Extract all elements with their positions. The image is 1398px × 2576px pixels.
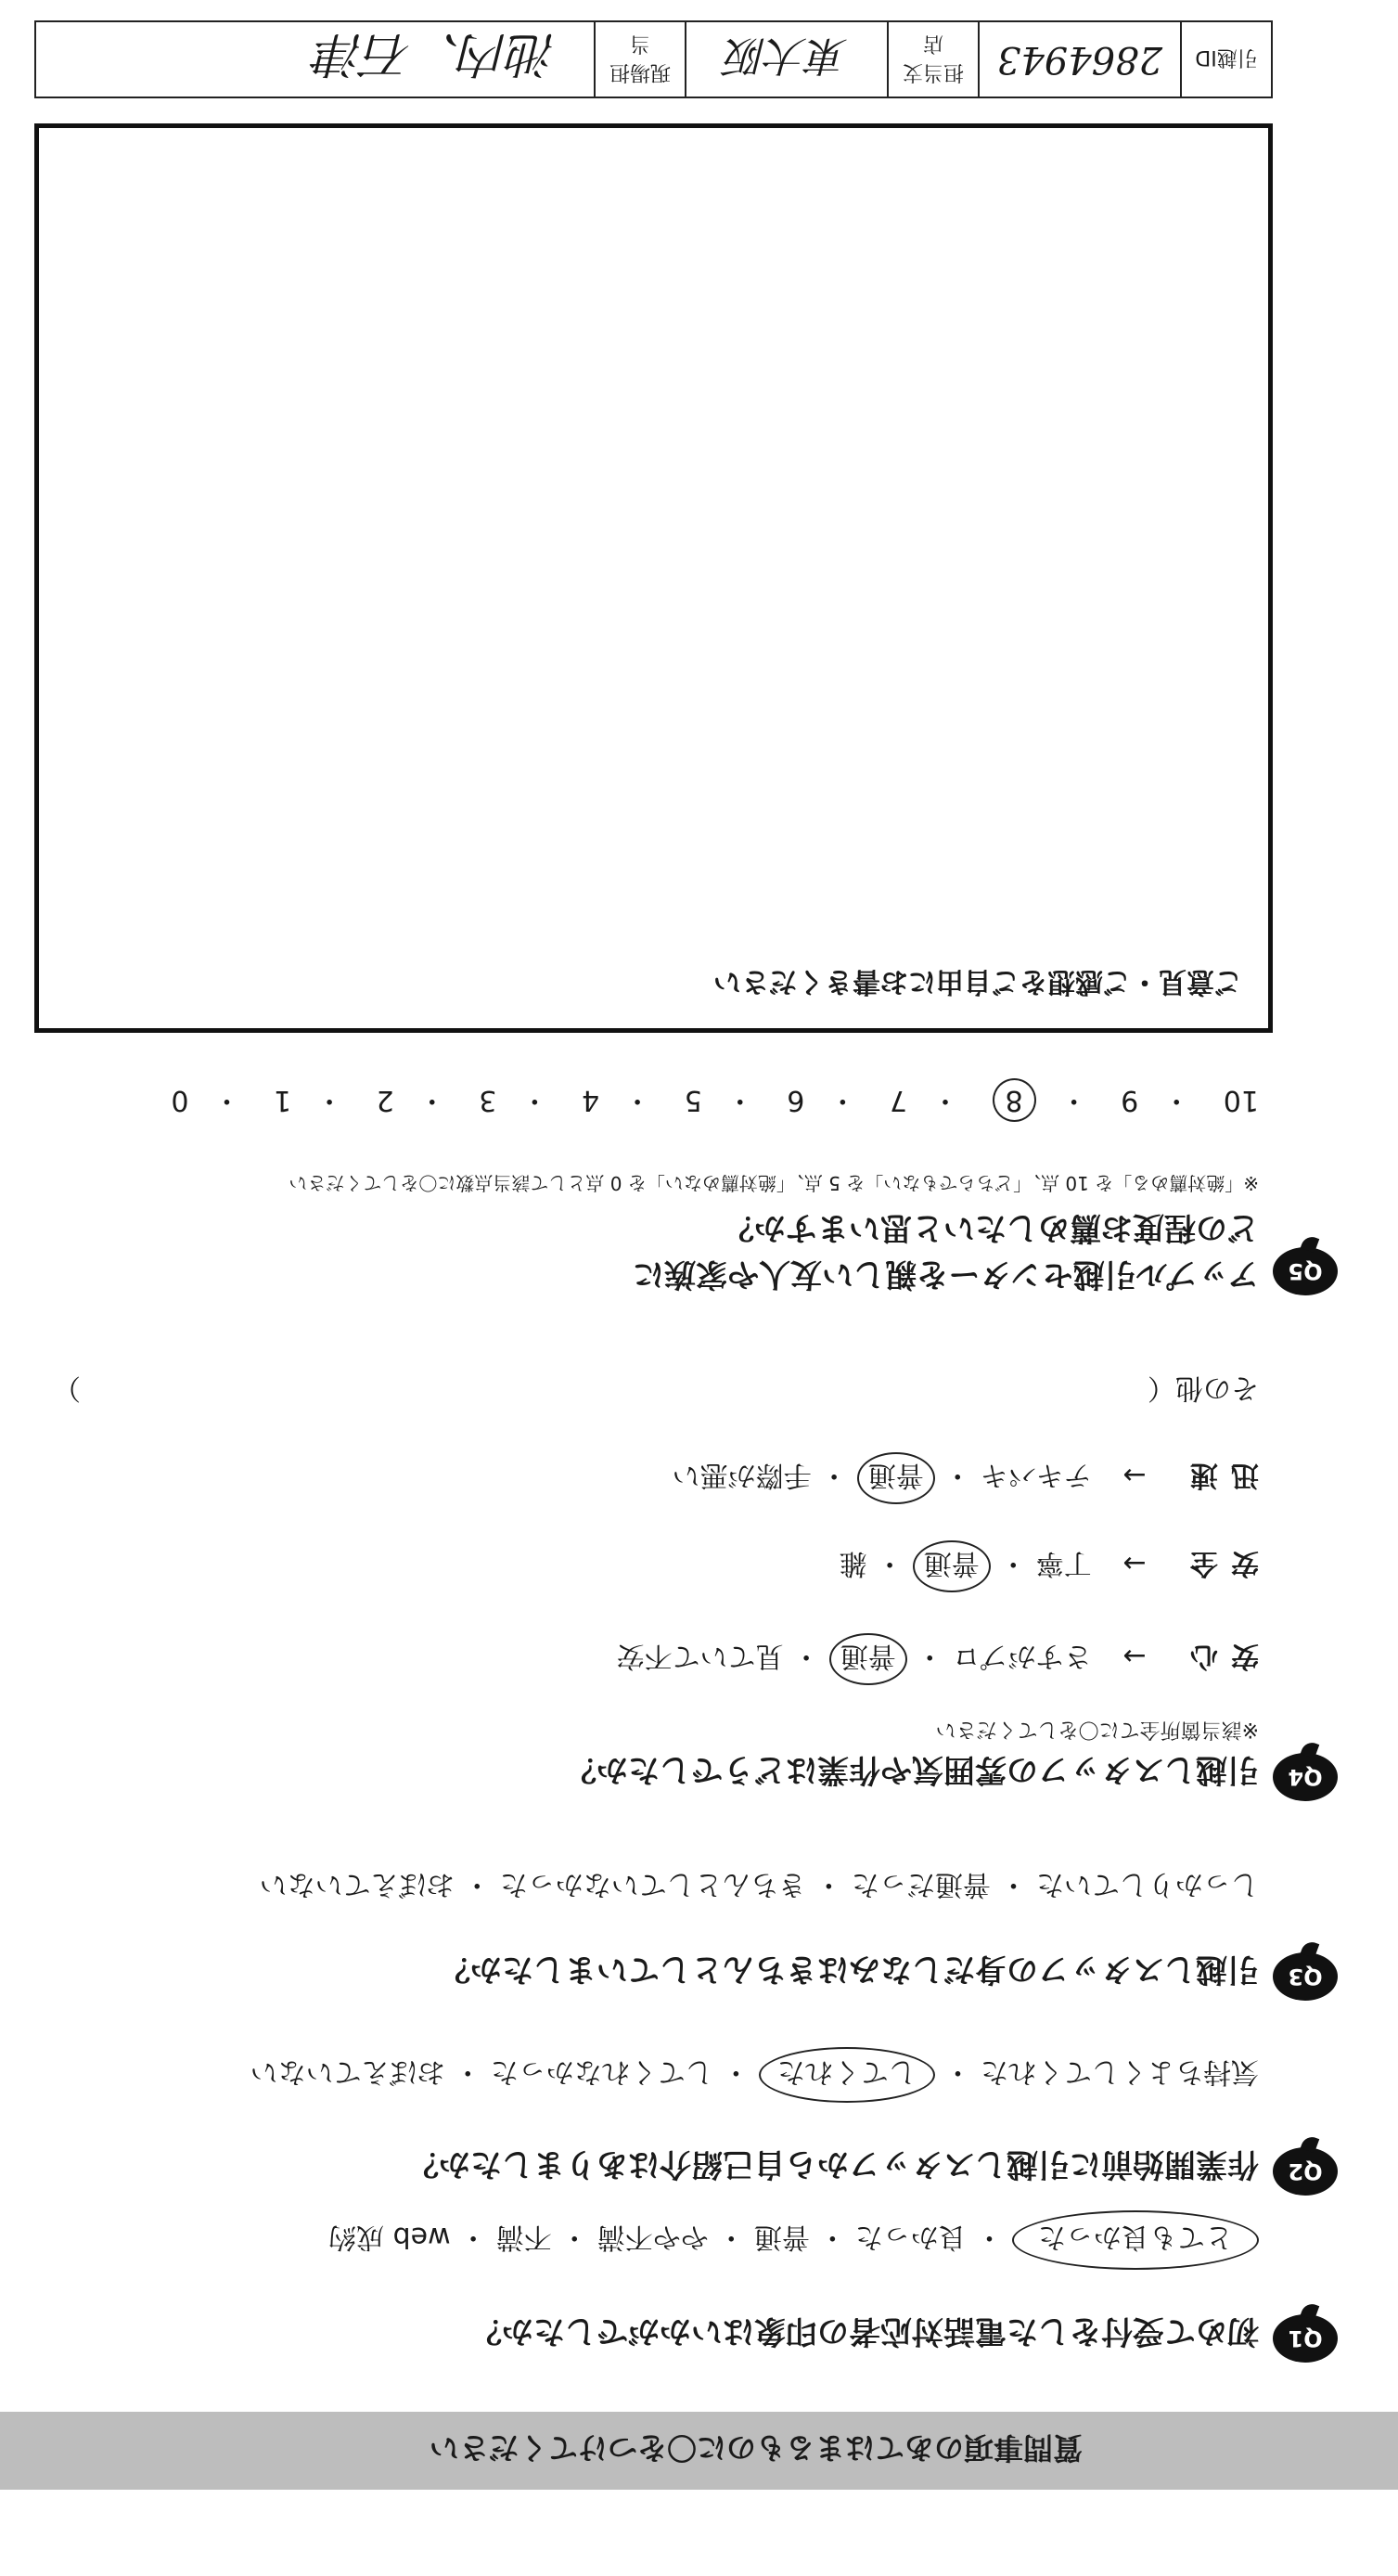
arrow-icon: → [1122, 1459, 1147, 1491]
score-1[interactable]: 1 [274, 1084, 292, 1116]
q1-text: 初めて受付をした電話対応者の印象はいかがでしたか？ [470, 2312, 1259, 2350]
score-7[interactable]: 7 [889, 1084, 907, 1116]
branch-label: 担当支店 [888, 21, 979, 97]
q4-row-3-option-2[interactable]: 普通 [857, 1452, 935, 1504]
q3-options: しっかりしていた ・ 普通だった ・ きちんとしていなかった ・ おぼえていない [259, 1868, 1259, 1900]
q4-row-2-option-1[interactable]: 丁寧 [1035, 1547, 1092, 1579]
q5-badge: Q5 [1273, 1247, 1338, 1295]
q2-text: 作業開始前に引越しスタッフから自己紹介はありましたか？ [407, 2145, 1259, 2183]
q1-option-4[interactable]: やや不満 [596, 2221, 709, 2253]
q1-option-5[interactable]: 不満 [495, 2221, 552, 2253]
score-2[interactable]: 2 [376, 1084, 394, 1116]
q4-other-close: ） [53, 1372, 81, 1404]
q4-text: 引越しスタッフの雰囲気や作業はどうでしたか？ [565, 1751, 1259, 1788]
q1-option-2[interactable]: 良かった [854, 2221, 967, 2253]
q2-option-1[interactable]: 気持ちよくしてくれた [981, 2055, 1259, 2088]
score-0[interactable]: 0 [171, 1084, 189, 1116]
q4-row-2-option-2[interactable]: 普通 [913, 1540, 991, 1592]
leader-value: 池内、石津 [35, 21, 595, 97]
q4-row-1: 安心 → さすがプロ ・ 普通 ・ 見ていて不安 [617, 1633, 1259, 1685]
q4-note: ※該当箇所全てに〇をしてください [935, 1718, 1259, 1741]
q5-text-line1: アップル引越センターを親しい友人や家族に [633, 1256, 1259, 1293]
score-4[interactable]: 4 [581, 1084, 600, 1116]
q2-option-2[interactable]: してくれた [759, 2047, 935, 2103]
q3-option-3[interactable]: きちんとしていなかった [499, 1868, 806, 1900]
arrow-icon: → [1122, 1640, 1147, 1672]
comments-label: ご意見・ご感想をご自由にお書きください [713, 965, 1242, 998]
score-10[interactable]: 10 [1223, 1084, 1259, 1116]
score-6[interactable]: 6 [787, 1084, 805, 1116]
comments-body[interactable] [65, 154, 1242, 945]
q2-option-3[interactable]: してくれなかった [490, 2055, 713, 2088]
q2-option-4[interactable]: おぼえていない [250, 2055, 445, 2088]
q4-row-2-option-3[interactable]: 雑 [839, 1547, 867, 1579]
q2-badge: Q2 [1273, 2147, 1338, 2196]
arrow-icon: → [1122, 1547, 1147, 1579]
branch-value: 東大阪 [686, 21, 888, 97]
id-value: 2864943 [979, 21, 1181, 97]
comments-box[interactable] [34, 123, 1273, 1033]
instruction-banner [0, 2412, 1398, 2490]
q5-scale: 10 ・9 ・8 ・7 ・6 ・5 ・4 ・3 ・2 ・1 ・0 [171, 1078, 1259, 1124]
q4-row-label: 安心 [1177, 1640, 1259, 1672]
q1-option-1[interactable]: とても良かった [1012, 2210, 1259, 2270]
q4-row-3-option-3[interactable]: 手際が悪い [672, 1459, 812, 1491]
q3-badge: Q3 [1273, 1952, 1338, 2001]
q1-badge: Q1 [1273, 2314, 1338, 2363]
q1-option-3[interactable]: 普通 [753, 2221, 810, 2253]
q3-option-4[interactable]: おぼえていない [259, 1868, 455, 1900]
score-3[interactable]: 3 [479, 1084, 497, 1116]
q2-options: 気持ちよくしてくれた ・ してくれた ・ してくれなかった ・ おぼえていない [250, 2047, 1259, 2103]
q4-row-label: 安全 [1177, 1547, 1259, 1579]
q5-note: ※「絶対薦める」を 10 点、「どちらでもない」を 5 点、「絶対薦めない」を 0 点として該当点数に〇をしてください [289, 1172, 1259, 1194]
q4-row-1-option-1[interactable]: さすがプロ [952, 1640, 1092, 1672]
q4-row-1-option-2[interactable]: 普通 [829, 1633, 907, 1685]
score-8[interactable]: 8 [993, 1078, 1036, 1122]
q3-text: 引越しスタッフの身だしなみはきちんとしていましたか？ [439, 1951, 1259, 1988]
q4-other-label: その他（ [1148, 1372, 1259, 1404]
q4-row-3-option-1[interactable]: テキパキ [980, 1459, 1092, 1491]
banner-text: 質問事項のあてはまるものに〇をつけてください [429, 2430, 1083, 2466]
q4-other [53, 1371, 1259, 1411]
id-label: 引越ID [1181, 21, 1272, 97]
q3-option-2[interactable]: 普通だった [851, 1868, 991, 1900]
q1-options: とても良かった ・ 良かった ・ 普通 ・ やや不満 ・ 不満 ・ web 成約 [328, 2210, 1259, 2270]
q1-option-6[interactable]: web 成約 [328, 2221, 451, 2253]
score-9[interactable]: 9 [1121, 1084, 1139, 1116]
q4-badge: Q4 [1273, 1753, 1338, 1801]
q4-row-1-option-3[interactable]: 見ていて不安 [616, 1640, 784, 1672]
header-table [34, 20, 1273, 98]
q4-row-label: 迅速 [1177, 1459, 1259, 1491]
score-5[interactable]: 5 [684, 1084, 702, 1116]
leader-label: 現場担当 [595, 21, 686, 97]
q4-row-3: 迅速 → テキパキ ・ 普通 ・ 手際が悪い [673, 1452, 1259, 1504]
q5-text-line2: どの程度お薦めしたいと思いますか？ [723, 1209, 1259, 1246]
q4-row-2: 安全 → 丁寧 ・ 普通 ・ 雑 [840, 1540, 1259, 1592]
q3-option-1[interactable]: しっかりしていた [1036, 1868, 1259, 1900]
